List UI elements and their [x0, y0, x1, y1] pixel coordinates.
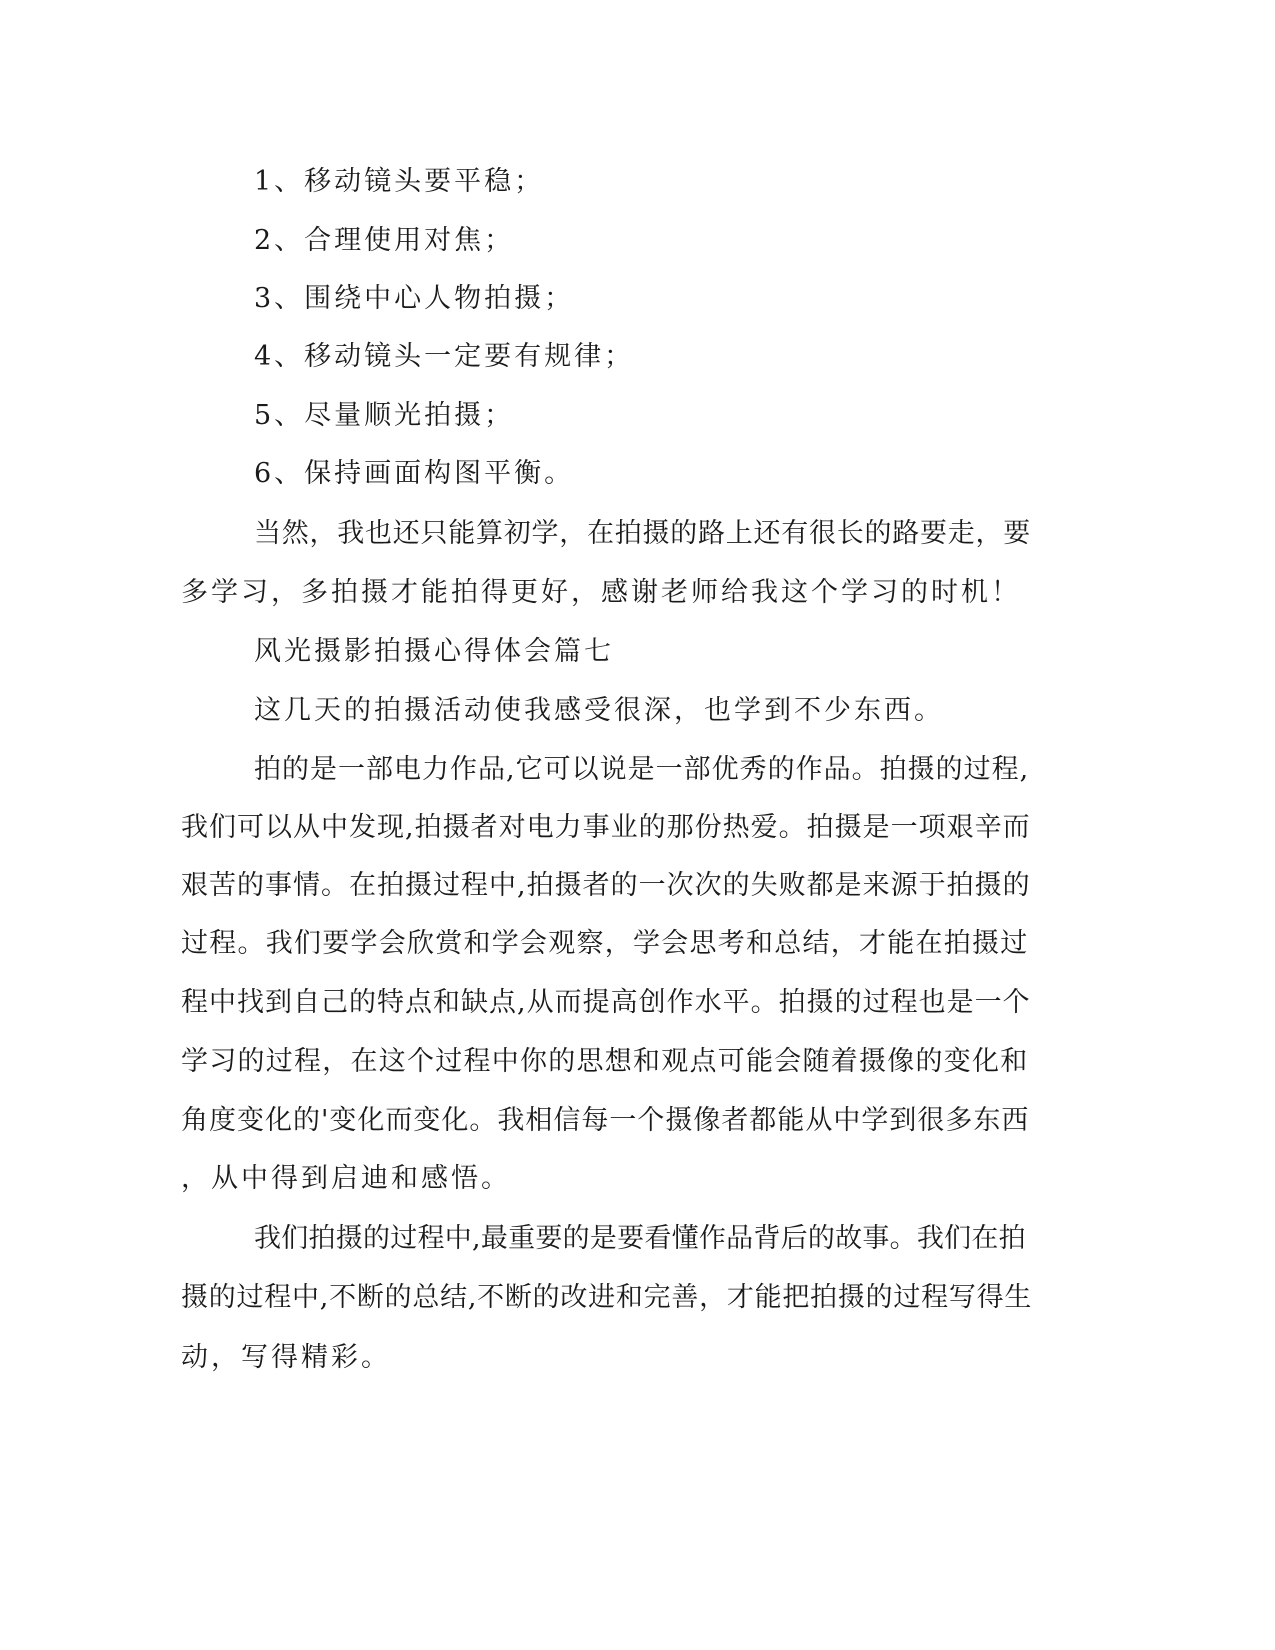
tip-item-5: 5、尽量顺光拍摄；: [254, 400, 515, 431]
closing-line-2: 多学习，多拍摄才能拍得更好，感谢老师给我这个学习的时机！: [181, 577, 1021, 608]
paragraph-1-line-3: 艰苦的事情。在拍摄过程中,拍摄者的一次次的失败都是来源于拍摄的: [181, 870, 1031, 901]
paragraph-2-line-3: 动，写得精彩。: [181, 1342, 391, 1373]
tip-item-3: 3、围绕中心人物拍摄；: [254, 283, 575, 314]
paragraph-1-line-1: 拍的是一部电力作品,它可以说是一部优秀的作品。拍摄的过程,: [254, 754, 1030, 785]
paragraph-1-line-7: 角度变化的'变化而变化。我相信每一个摄像者都能从中学到很多东西: [181, 1105, 1030, 1136]
tip-item-4: 4、移动镜头一定要有规律；: [254, 341, 635, 372]
paragraph-2-line-2: 摄的过程中,不断的总结,不断的改进和完善，才能把拍摄的过程写得生: [181, 1282, 1033, 1313]
tip-item-1: 1、移动镜头要平稳；: [254, 166, 545, 197]
section-heading: 风光摄影拍摄心得体会篇七: [254, 636, 614, 667]
tip-item-2: 2、合理使用对焦；: [254, 225, 515, 256]
tip-item-6: 6、保持画面构图平衡。: [254, 458, 575, 489]
paragraph-1-line-2: 我们可以从中发现,拍摄者对电力事业的那份热爱。拍摄是一项艰辛而: [181, 812, 1031, 843]
paragraph-1-line-8: ，从中得到启迪和感悟。: [181, 1163, 511, 1194]
closing-line-1: 当然，我也还只能算初学，在拍摄的路上还有很长的路要走，要: [254, 518, 1031, 549]
paragraph-1-line-4: 过程。我们要学会欣赏和学会观察，学会思考和总结，才能在拍摄过: [181, 928, 1029, 959]
section-intro: 这几天的拍摄活动使我感受很深，也学到不少东西。: [254, 695, 944, 726]
paragraph-1-line-6: 学习的过程，在这个过程中你的思想和观点可能会随着摄像的变化和: [181, 1046, 1029, 1077]
paragraph-2-line-1: 我们拍摄的过程中,最重要的是要看懂作品背后的故事。我们在拍: [254, 1223, 1026, 1254]
paragraph-1-line-5: 程中找到自己的特点和缺点,从而提高创作水平。拍摄的过程也是一个: [181, 987, 1031, 1018]
